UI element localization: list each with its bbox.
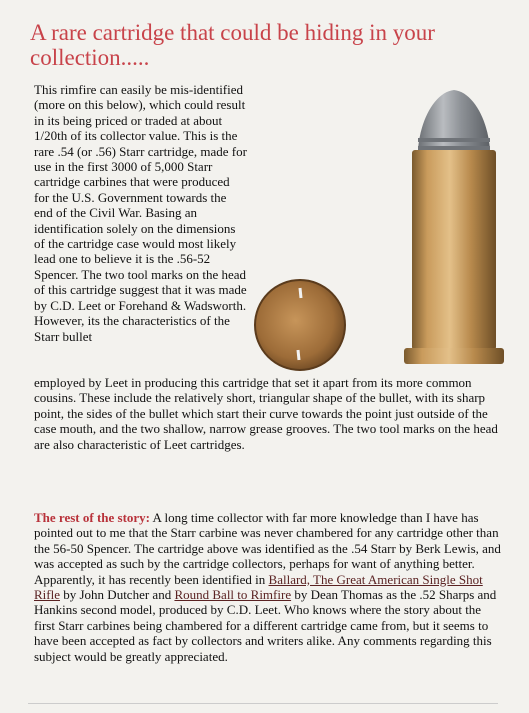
grease-groove [418, 146, 490, 150]
grease-groove [418, 138, 490, 142]
rest-of-story-paragraph [34, 510, 504, 664]
tool-mark [300, 288, 301, 298]
intro-paragraph-continued: employed by Leet in producing this cartridge that set it apart from its more common cousins. These include the relatively short, triangular shape of the bullet, with its sharp point, the sides of the bullet which start their curve towards the point just outside of the case mouth, and the two shallow, narrow grease grooves. The two tool marks on the head are also characteristic of Leet cartridges. [34, 375, 498, 452]
tool-mark [298, 350, 299, 360]
rest-of-story-text-3: by Dean Thomas as the .52 Sharps and Hankins second model, produced by C.D. Leet. Who knows where the story about the first Starr carbines being chambered for a different cartridge came from, but it seems to have been accepted as fact by collectors and writers alike. Any comments regarding this subject would be greatly appreciated. [34, 587, 497, 664]
cartridge-case [412, 150, 496, 350]
intro-paragraph: This rimfire can easily be mis-identified (more on this below), which could result in its being priced or traded at about 1/20th of its collector value. This is the rare .54 (or .56) Starr cartridge, made for use in the first 3000 of 5,000 Starr cartridge carbines that were produced for the U.S. Government towards the end of the Civil War. Basing an identification solely on the dimensions of the cartridge case would most likely lead one to believe it is the .56-52 Spencer. The two tool marks on the head of this cartridge suggest that it was made by C.D. Leet or Forehand & Wadsworth. However, its the characteristics of the Starr bullet [34, 82, 247, 344]
ballard-book-link[interactable]: Ballard, The Great American Single Shot Rifle [34, 571, 483, 603]
page-title: A rare cartridge that could be hiding in your collection..... [30, 20, 435, 70]
rest-of-story-text-1: A long time collector with far more knowledge than I have has pointed out to me that the Starr carbine was never chambered for any cartridge other than the 56-50 Spencer. The cartridge above was identified as the .54 Starr by Berk Lewis, and was accepted as such by the cartridge collectors, perhaps for want of anything better. Apparently, it has recently been identified in [34, 510, 501, 587]
rest-of-story-text-2: by John Dutcher and [60, 587, 175, 603]
case-rim [404, 348, 504, 364]
rest-of-story-lead: The rest of the story: [34, 510, 151, 525]
cartridge-photo [240, 80, 510, 378]
bottom-divider [28, 703, 498, 704]
round-ball-book-link[interactable]: Round Ball to Rimfire [174, 587, 292, 603]
